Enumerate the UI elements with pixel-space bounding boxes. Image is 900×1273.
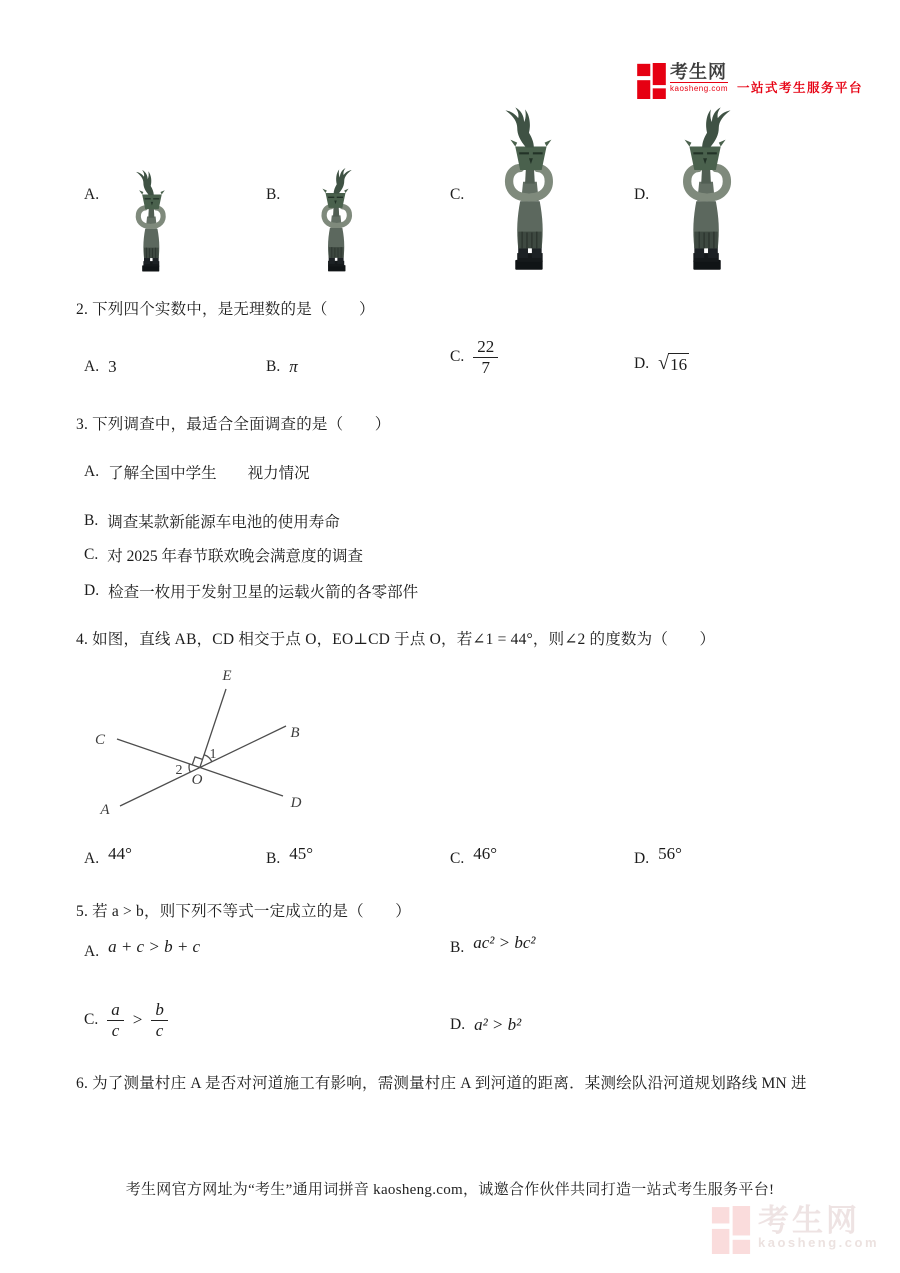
q2-option-b-label: B. — [266, 358, 281, 375]
q3-option-a — [84, 461, 310, 483]
q4-option-d — [634, 844, 682, 869]
kaosheng-blocks-icon — [637, 63, 666, 99]
watermark-brand-name: 考生网 — [758, 1203, 860, 1238]
fraction-denominator: c — [155, 1020, 164, 1040]
q3-option-a-text: 了解全国中学生 视力情况 — [108, 465, 310, 482]
footer-text: 考生网官方网址为“考生”通用词拼音 kaosheng.com，诚邀合作伙伴共同打造一站式考生服务平台! — [125, 1182, 775, 1198]
figure-label-A: A — [100, 802, 110, 818]
q3-option-d — [84, 580, 418, 602]
radicand: 16 — [670, 355, 688, 374]
q5-option-b-label: B. — [450, 939, 465, 956]
q4-option-b-value: 45° — [289, 844, 314, 863]
line-AB — [120, 726, 286, 806]
q4-option-b-label: B. — [266, 850, 281, 867]
figure-angle-1-label: 1 — [209, 747, 217, 762]
q4-option-d-value: 56° — [658, 844, 682, 863]
q4-option-a-label: A. — [84, 850, 100, 867]
q5-option-c-label: C. — [84, 1011, 99, 1028]
q4-option-b — [266, 844, 314, 869]
q3-option-c-label: C. — [84, 546, 99, 563]
figure-label-O: O — [191, 772, 203, 788]
watermark-text-block — [758, 1203, 880, 1251]
q5-option-c-operator: > — [132, 1010, 143, 1029]
question-3-stem: 3. 下列调查中，最适合全面调查的是（ ） — [76, 416, 391, 433]
figure-angle-2-label: 2 — [175, 763, 183, 778]
figure-label-E: E — [222, 668, 232, 684]
angle-2-arc — [189, 764, 190, 772]
q3-option-b-text: 调查某款新能源车电池的使用寿命 — [107, 514, 340, 531]
question-5-stem: 5. 若 a > b，则下列不等式一定成立的是（ ） — [76, 903, 411, 920]
q2-option-d-label: D. — [634, 355, 650, 373]
fraction-numerator: a — [107, 1000, 124, 1020]
q5-option-a-label: A. — [84, 943, 100, 960]
q5-option-a — [84, 937, 201, 962]
q5-option-d-value: a² > b² — [474, 1015, 522, 1034]
watermark-brand-domain: kaosheng.com — [758, 1235, 880, 1251]
q5-option-b-value: ac² > bc² — [473, 933, 536, 952]
q1-option-b-label: B. — [266, 186, 281, 203]
q5-option-b — [450, 933, 536, 958]
q2-option-c-label: C. — [450, 348, 465, 365]
q3-option-b-label: B. — [84, 512, 99, 529]
q4-option-a-value: 44° — [108, 844, 132, 863]
q3-option-a-label: A. — [84, 463, 100, 480]
q4-option-c-label: C. — [450, 850, 465, 867]
q2-option-b-value: π — [289, 357, 298, 376]
question-6-stem: 6. 为了测量村庄 A 是否对河道施工有影响，需测量村庄 A 到河道的距离．某测绘队沿河道规划路线 MN 进 — [76, 1075, 807, 1092]
q4-option-c-value: 46° — [473, 844, 498, 863]
fraction-denominator: 7 — [481, 357, 490, 377]
kaosheng-blocks-icon-watermark — [711, 1206, 751, 1254]
q5-option-c — [84, 992, 168, 1048]
q5-option-a-value: a + c > b + c — [108, 937, 201, 956]
q3-option-d-label: D. — [84, 582, 100, 599]
radical-sign: √ — [658, 352, 670, 374]
q3-option-c — [84, 544, 363, 566]
q1-option-d-label: D. — [634, 186, 650, 203]
q2-option-c-fraction — [473, 337, 498, 376]
q2-option-a-value: 3 — [108, 357, 117, 376]
brand-domain: kaosheng.com — [670, 83, 729, 93]
q2-option-a-label: A. — [84, 358, 100, 375]
q1-option-c-label: C. — [450, 186, 465, 203]
watermark-logo — [711, 1203, 880, 1254]
brand-logo — [637, 63, 863, 99]
brand-tagline: 一站式考生服务平台 — [737, 81, 864, 95]
q2-option-c — [450, 331, 498, 383]
q3-option-c-text: 对 2025 年春节联欢晚会满意度的调查 — [107, 548, 363, 565]
q1-option-a-label: A. — [84, 186, 100, 203]
q5-option-d-label: D. — [450, 1016, 466, 1033]
fraction-denominator: c — [111, 1020, 120, 1040]
statue-image-d — [665, 107, 753, 274]
q4-geometry-figure — [75, 660, 315, 830]
figure-label-B: B — [290, 725, 300, 741]
q2-option-b — [266, 357, 298, 377]
statue-image-c — [483, 107, 571, 274]
q2-option-d — [634, 353, 689, 375]
fraction-numerator: b — [151, 1000, 168, 1020]
q3-option-b — [84, 510, 340, 532]
q2-option-d-sqrt — [658, 353, 689, 375]
q4-option-d-label: D. — [634, 850, 650, 867]
brand-text-block — [670, 63, 728, 93]
statue-image-b — [310, 168, 366, 274]
q5-option-d — [450, 1015, 521, 1035]
q5-option-c-fraction-2 — [151, 1000, 168, 1039]
question-2-stem: 2. 下列四个实数中，是无理数的是（ ） — [76, 301, 375, 318]
question-4-stem: 4. 如图，直线 AB，CD 相交于点 O，EO⊥CD 于点 O，若∠1 = 44°，则∠2 的度数为（ ） — [76, 631, 716, 648]
q4-option-a — [84, 844, 132, 869]
brand-name: 考生网 — [670, 62, 727, 82]
figure-label-C: C — [94, 732, 106, 748]
figure-label-D: D — [290, 795, 302, 811]
q5-option-c-fraction-1 — [107, 1000, 124, 1039]
statue-image-a — [122, 170, 177, 274]
fraction-numerator: 22 — [473, 337, 498, 357]
q3-option-d-text: 检查一枚用于发射卫星的运载火箭的各零部件 — [108, 584, 419, 601]
q2-option-a — [84, 357, 117, 377]
q4-option-c — [450, 844, 498, 869]
